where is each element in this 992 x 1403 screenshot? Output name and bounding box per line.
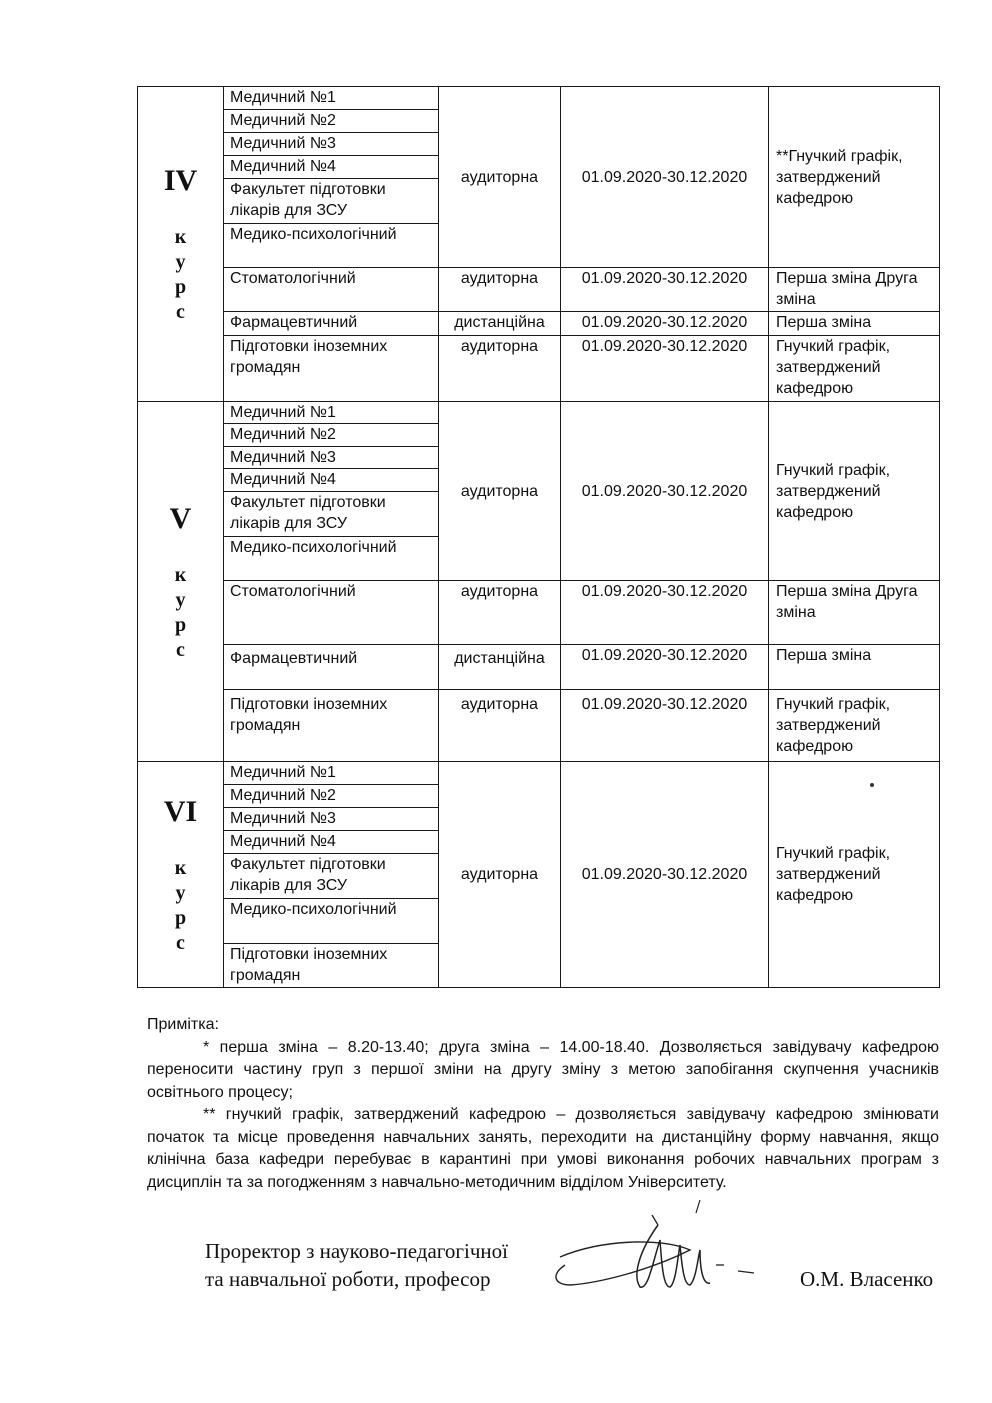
course-cell-5 bbox=[138, 402, 224, 762]
signatory-position-line2: та навчальної роботи, професор bbox=[205, 1267, 491, 1291]
study-mode-cell: аудиторна bbox=[439, 581, 561, 645]
faculty-cell: Підготовки іноземних громадян bbox=[224, 336, 439, 402]
faculty-cell: Медичний №3 bbox=[224, 808, 439, 831]
faculty-cell: Підготовки іноземних громадян bbox=[224, 690, 439, 762]
signature-block bbox=[205, 1237, 508, 1293]
note-first-shift: * перша зміна – 8.20-13.40; друга зміна – 14.00-18.40. Дозволяється завідувачу кафедрою переносити частину груп з першої зміни на другу зміну з метою запобігання скупчення учасників освітнього процесу; bbox=[147, 1038, 939, 1101]
faculty-cell: Факультет підготовки лікарів для ЗСУ bbox=[224, 179, 439, 224]
signatory-name: О.М. Власенко bbox=[800, 1267, 934, 1291]
course-number: VI bbox=[163, 794, 198, 828]
dates-cell: 01.09.2020-30.12.2020 bbox=[561, 762, 769, 988]
dates-cell: 01.09.2020-30.12.2020 bbox=[561, 645, 769, 690]
schedule-cell: Гнучкий графік, затверджений кафедрою bbox=[769, 690, 940, 762]
dates-cell: 01.09.2020-30.12.2020 bbox=[561, 690, 769, 762]
faculty-cell: Медичний №3 bbox=[224, 133, 439, 156]
faculty-cell: Медичний №1 bbox=[224, 762, 439, 785]
dates-cell: 01.09.2020-30.12.2020 bbox=[561, 336, 769, 402]
faculty-cell: Медичний №4 bbox=[224, 831, 439, 854]
study-mode-cell: аудиторна bbox=[439, 690, 561, 762]
faculty-cell: Медичний №2 bbox=[224, 785, 439, 808]
course-number: IV bbox=[163, 164, 198, 197]
course-cell-6 bbox=[138, 762, 224, 988]
course-label: к у р с bbox=[174, 856, 187, 954]
schedule-cell: **Гнучкий графік, затверджений кафедрою bbox=[769, 87, 940, 268]
note-flexible-schedule: ** гнучкий графік, затверджений кафедрою – дозволяється завідувачу кафедрою змінювати початок та місце проведення навчальних занять, переходити на дистанційну форму навчання, якщо клінічна база кафедри перебуває в карантині при умові виконання робочих навчальних програм з дисциплін та за погодженням з навчально-методичним відділом Університету. bbox=[147, 1106, 939, 1191]
scan-speck bbox=[870, 783, 874, 787]
handwritten-signature bbox=[540, 1195, 770, 1305]
course-number: V bbox=[169, 501, 192, 535]
faculty-cell: Медичний №4 bbox=[224, 156, 439, 179]
dates-cell: 01.09.2020-30.12.2020 bbox=[561, 312, 769, 336]
course-label: к у р с bbox=[174, 563, 187, 661]
faculty-cell: Медико-психологічний bbox=[224, 899, 439, 944]
faculty-cell: Факультет підготовки лікарів для ЗСУ bbox=[224, 492, 439, 537]
study-mode-cell: аудиторна bbox=[439, 762, 561, 988]
faculty-cell: Медичний №1 bbox=[224, 87, 439, 110]
notes-heading: Примітка: bbox=[147, 1016, 219, 1033]
study-mode-cell: аудиторна bbox=[439, 402, 561, 581]
signatory-position-line1: Проректор з науково-педагогічної bbox=[205, 1239, 508, 1263]
faculty-cell: Підготовки іноземних громадян bbox=[224, 944, 439, 988]
study-mode-cell: аудиторна bbox=[439, 268, 561, 312]
schedule-table bbox=[137, 86, 940, 988]
dates-cell: 01.09.2020-30.12.2020 bbox=[561, 402, 769, 581]
schedule-cell: Перша зміна bbox=[769, 312, 940, 336]
faculty-cell: Медичний №3 bbox=[224, 447, 439, 469]
faculty-cell: Медико-психологічний bbox=[224, 537, 439, 581]
faculty-cell: Факультет підготовки лікарів для ЗСУ bbox=[224, 854, 439, 899]
faculty-cell: Медичний №2 bbox=[224, 110, 439, 133]
faculty-cell: Медичний №2 bbox=[224, 424, 439, 447]
faculty-cell: Медичний №4 bbox=[224, 469, 439, 492]
schedule-cell: Перша зміна bbox=[769, 645, 940, 690]
dates-cell: 01.09.2020-30.12.2020 bbox=[561, 581, 769, 645]
schedule-cell: Гнучкий графік, затверджений кафедрою bbox=[769, 402, 940, 581]
faculty-cell: Фармацевтичний bbox=[224, 645, 439, 690]
faculty-cell: Стоматологічний bbox=[224, 581, 439, 645]
faculty-cell: Фармацевтичний bbox=[224, 312, 439, 336]
faculty-cell: Стоматологічний bbox=[224, 268, 439, 312]
faculty-cell: Медико-психологічний bbox=[224, 224, 439, 268]
schedule-cell: Гнучкий графік, затверджений кафедрою bbox=[769, 762, 940, 988]
study-mode-cell: аудиторна bbox=[439, 87, 561, 268]
faculty-cell: Медичний №1 bbox=[224, 402, 439, 424]
course-label: к у р с bbox=[174, 226, 187, 323]
dates-cell: 01.09.2020-30.12.2020 bbox=[561, 268, 769, 312]
dates-cell: 01.09.2020-30.12.2020 bbox=[561, 87, 769, 268]
notes-section bbox=[147, 1014, 939, 1194]
course-cell-4 bbox=[138, 87, 224, 402]
schedule-cell: Гнучкий графік, затверджений кафедрою bbox=[769, 336, 940, 402]
schedule-cell: Перша зміна Друга зміна bbox=[769, 268, 940, 312]
schedule-cell: Перша зміна Друга зміна bbox=[769, 581, 940, 645]
study-mode-cell: дистанційна bbox=[439, 312, 561, 336]
study-mode-cell: аудиторна bbox=[439, 336, 561, 402]
study-mode-cell: дистанційна bbox=[439, 645, 561, 690]
